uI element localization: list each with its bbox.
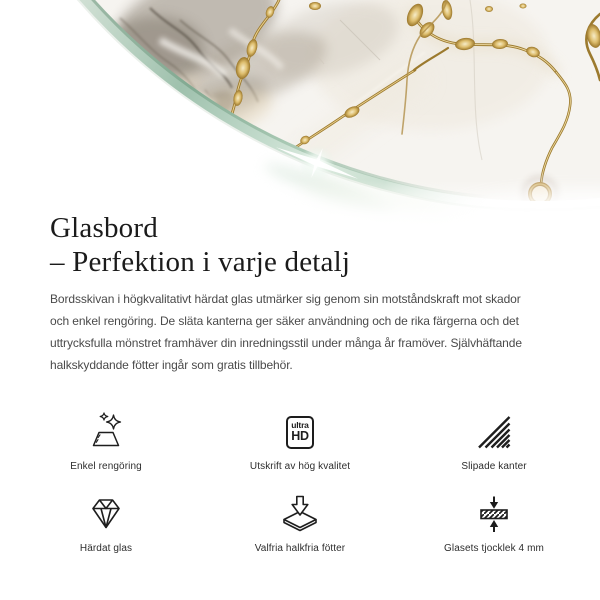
ultra-hd-text-top: ultra xyxy=(291,420,309,430)
feature-label: Valfria halkfria fötter xyxy=(254,543,346,554)
feature-label: Enkel rengöring xyxy=(70,461,142,472)
ultra-hd-text-bottom: HD xyxy=(291,429,309,443)
title-line-2: – Perfektion i varje detalj xyxy=(50,246,351,278)
feature-grid xyxy=(0,412,600,556)
page-title xyxy=(50,211,350,279)
description-line: uttrycksfulla mönstret framhäver din inredningsstil under många år framöver. Självhäftande xyxy=(50,336,522,350)
feature-beveled-edges xyxy=(397,412,591,474)
feature-label: Slipade kanter xyxy=(461,461,527,472)
description-line: och enkel rengöring. De släta kanterna ger säker användning och de rika färgerna och det xyxy=(50,314,519,328)
description-line: Bordsskivan i högkvalitativt härdat glas utmärker sig genom sin motståndskraft mot skador xyxy=(50,292,521,306)
feature-glass-thickness xyxy=(397,494,591,556)
non-slip-feet-icon xyxy=(280,494,320,534)
description-line: halkskyddande fötter ingår som gratis tillbehör. xyxy=(50,358,293,372)
sparkle-clean-icon xyxy=(86,412,126,452)
feature-label: Glasets tjocklek 4 mm xyxy=(444,543,544,554)
feature-label: Utskrift av hög kvalitet xyxy=(249,461,351,472)
glass-thickness-icon xyxy=(474,494,514,534)
description xyxy=(50,288,590,376)
product-photo xyxy=(0,0,600,232)
feature-non-slip-feet xyxy=(203,494,397,556)
beveled-edge-icon xyxy=(474,412,514,452)
feature-easy-cleaning xyxy=(9,412,203,474)
ultra-hd-icon xyxy=(280,412,320,452)
feature-print-quality xyxy=(203,412,397,474)
tempered-glass-diamond-icon xyxy=(86,494,126,534)
feature-tempered-glass xyxy=(9,494,203,556)
feature-label: Härdat glas xyxy=(79,543,133,554)
title-line-1: Glasbord xyxy=(50,212,158,244)
glass-table-image xyxy=(0,0,600,232)
